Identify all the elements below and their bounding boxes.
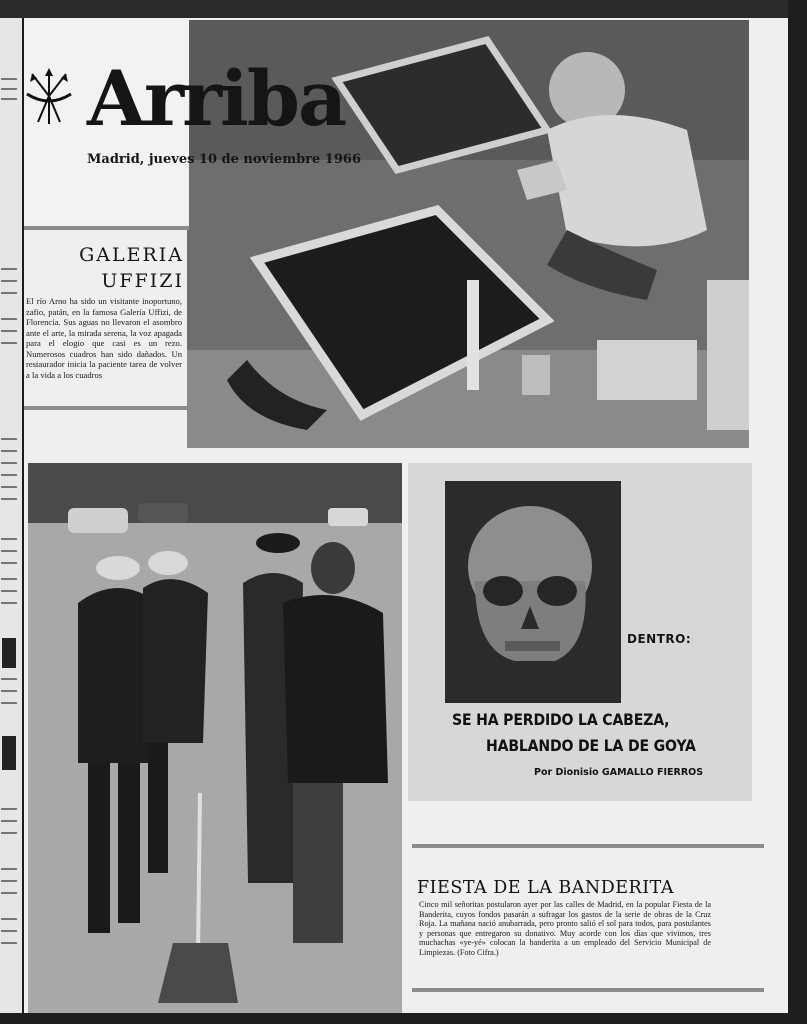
fiesta-heading: FIESTA DE LA BANDERITA — [417, 878, 674, 898]
skull-headline-line1: SE HA PERDIDO LA CABEZA, — [452, 710, 670, 729]
yoke-and-arrows-emblem — [24, 66, 74, 126]
galeria-bottom-rule — [24, 406, 189, 410]
binding-gutter — [788, 0, 807, 1024]
skull-painting — [445, 481, 621, 703]
galeria-uffizi-heading — [54, 242, 184, 294]
skull-headline-line2: HABLANDO DE LA DE GOYA — [486, 736, 696, 755]
dateline: Madrid, jueves 10 de noviembre 1966 — [87, 152, 361, 167]
adjacent-page-letter-block — [2, 736, 16, 770]
fiesta-bottom-rule — [412, 988, 764, 992]
skull-byline: Por Dionisio GAMALLO FIERROS — [534, 767, 704, 778]
fiesta-top-rule — [412, 844, 764, 848]
masthead-divider — [24, 226, 189, 230]
adjacent-page-edge — [0, 18, 24, 1013]
fiesta-body: Cinco mil señoritas postularon ayer por las calles de Madrid, en la popular Fiesta de la Banderita, cuyos fondos pasarán a sufragar los gastos de la serie de obras de la Cruz Roja. La mañana nació anubarrada, pero pronto salió el sol para todos, para postulantes y personas que entregaron su donativo. Muy acorde con los días que vivimos, tres muchachas «ye-yé» colocan la banderita a un empleado del Servicio Municipal de Limpiezas. (Foto Cifra.) — [419, 900, 711, 957]
newspaper-logo: Arriba — [87, 54, 346, 143]
page-bottom-edge — [0, 1013, 807, 1024]
street-photo — [28, 463, 402, 1013]
newspaper-page — [24, 18, 788, 1013]
galeria-heading-line2: UFFIZI — [101, 270, 184, 292]
galeria-heading-line1: GALERIA — [79, 244, 184, 266]
adjacent-page-letter-block — [2, 638, 16, 668]
galeria-uffizi-body: El río Arno ha sido un visitante inoportuno, zafio, patán, en la famosa Galería Uffizi, de Florencia. Sus aguas no llevaron el asombro ante el arte, la mirada serena, la voz apagada para el elogio que casi es un rezo. Numerosos cuadros han sido dañados. Un restaurador inicia la paciente tarea de volver a la vida a los cuadros — [26, 296, 182, 380]
dentro-label: DENTRO: — [627, 632, 692, 646]
